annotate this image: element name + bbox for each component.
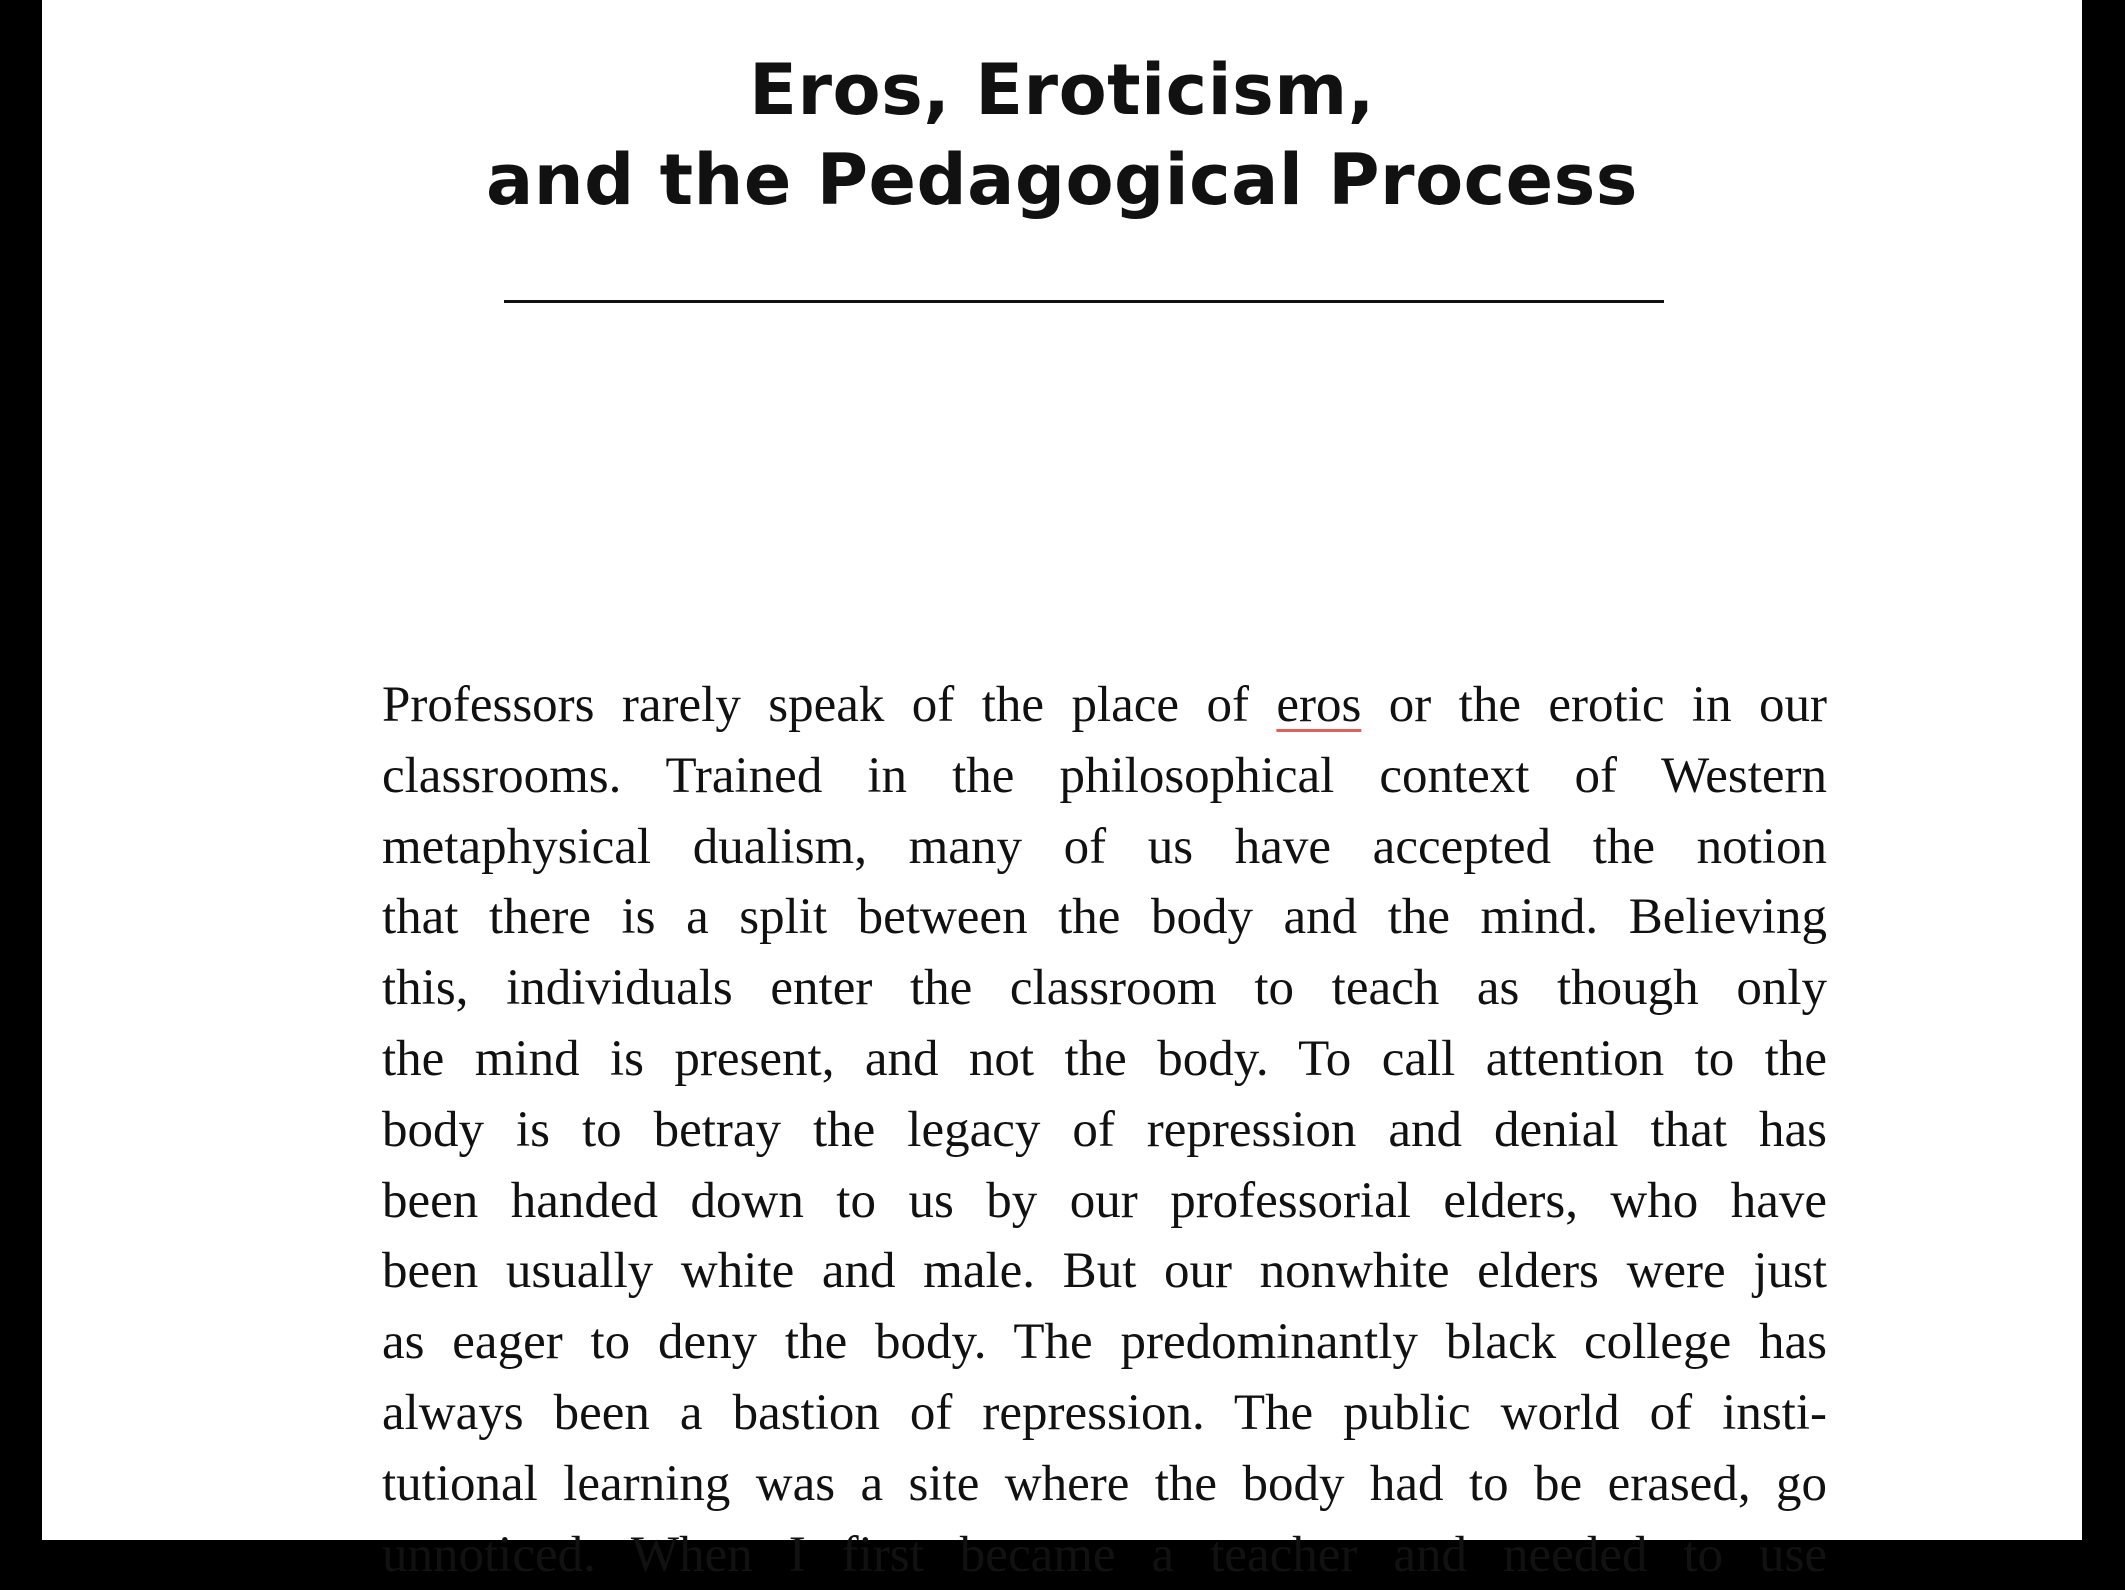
- book-page: [42, 0, 2082, 1583]
- body-paragraph: [382, 670, 1827, 1590]
- body-line: unnoticed. When I first became a teacher and needed to use: [382, 1526, 1827, 1583]
- body-line: metaphysical dualism, many of us have accepted the notion: [382, 818, 1827, 875]
- body-line: the mind is present, and not the body. To call attention to the: [382, 1030, 1827, 1087]
- body-line: this, individuals enter the classroom to teach as though only: [382, 960, 1827, 1017]
- chapter-title-line-2: and the Pedagogical Process: [486, 139, 1638, 221]
- title-divider: [504, 300, 1664, 303]
- body-line-1-start: Professors rarely speak of the place of: [382, 677, 1277, 733]
- body-line: always been a bastion of repression. The public world of insti-: [382, 1384, 1827, 1441]
- spellcheck-underlined-word[interactable]: eros: [1276, 677, 1362, 733]
- body-line-1: [382, 670, 1827, 741]
- body-line: as eager to deny the body. The predominantly black college has: [382, 1314, 1827, 1371]
- chapter-title: [42, 45, 2082, 225]
- body-line: that there is a split between the body and the mind. Believing: [382, 889, 1827, 946]
- body-line-1-end: or the erotic in our: [1361, 677, 1827, 733]
- body-line: been handed down to us by our professorial elders, who have: [382, 1172, 1827, 1229]
- body-line: been usually white and male. But our nonwhite elders were just: [382, 1243, 1827, 1300]
- body-line: tutional learning was a site where the body had to be erased, go: [382, 1455, 1827, 1512]
- body-line: body is to betray the legacy of repression and denial that has: [382, 1101, 1827, 1158]
- body-line: classrooms. Trained in the philosophical context of Western: [382, 747, 1827, 804]
- chapter-title-line-1: Eros, Eroticism,: [749, 49, 1375, 131]
